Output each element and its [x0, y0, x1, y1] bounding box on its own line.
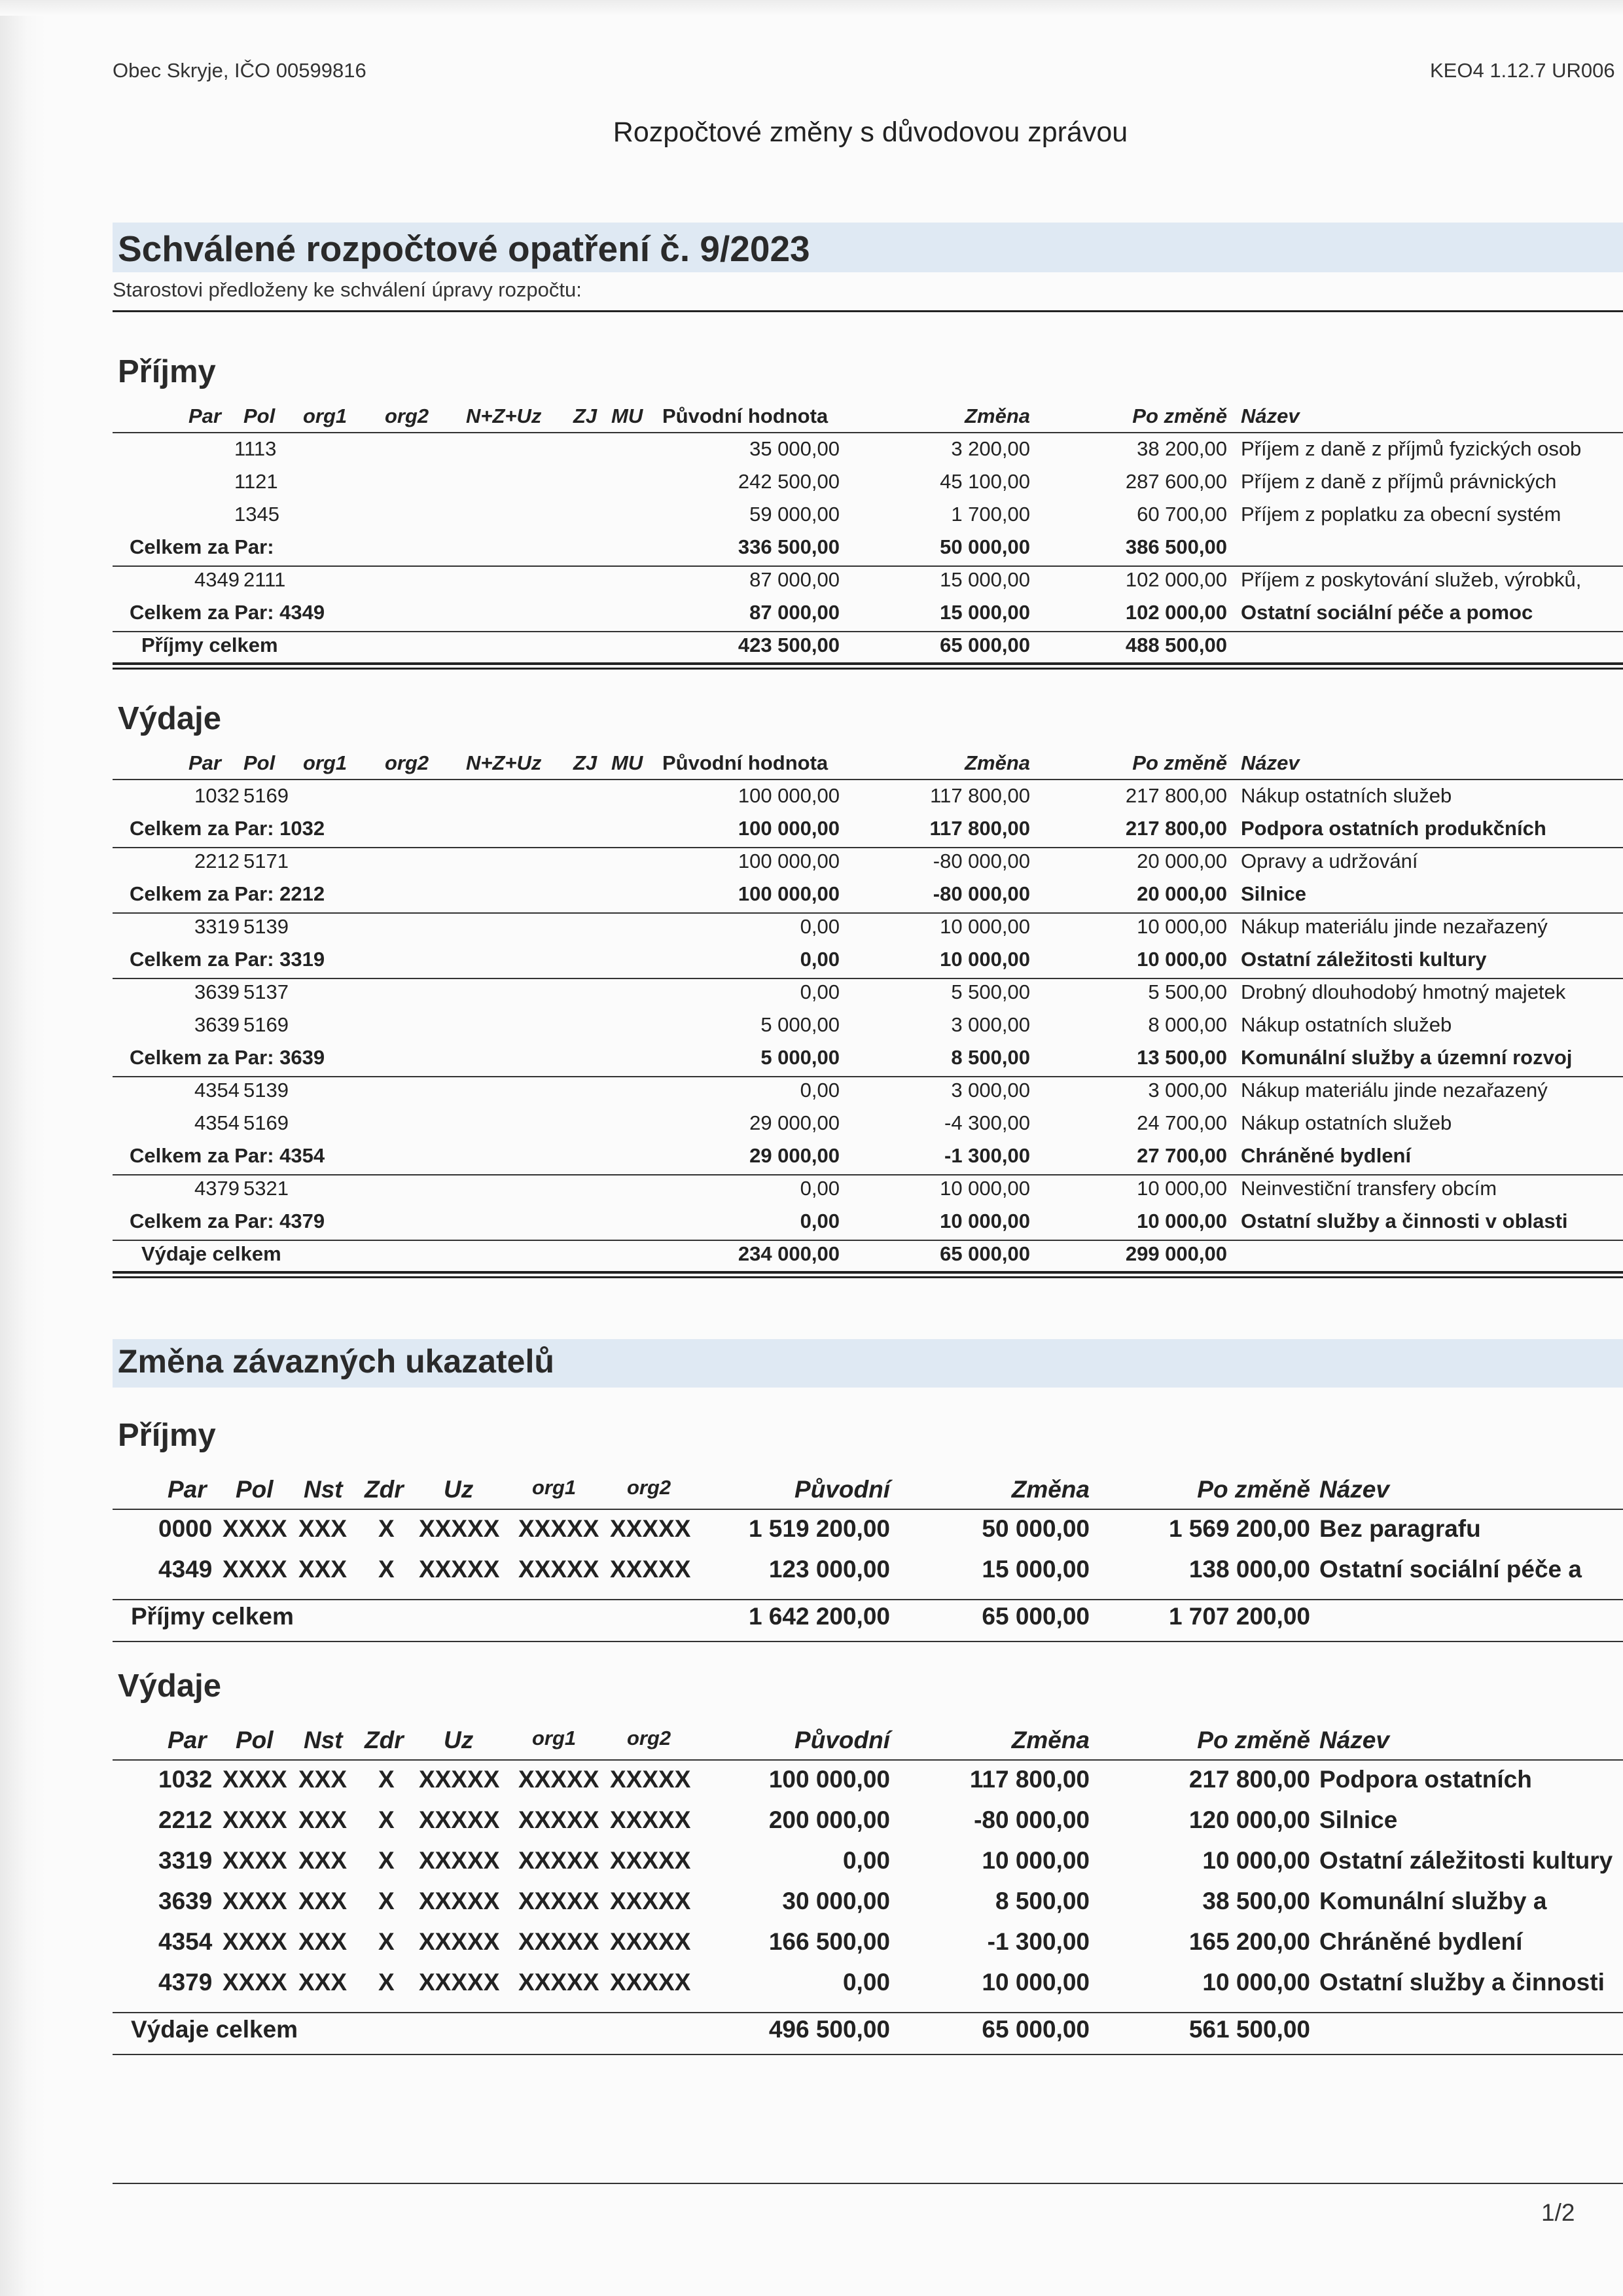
binding-col-uz: Uz [444, 1727, 474, 1753]
row-change: 117 800,00 [930, 784, 1030, 807]
row-after: 13 500,00 [1137, 1046, 1227, 1069]
row-pol: 5321 [243, 1177, 289, 1200]
binding-row-pol: XXXX [223, 1969, 287, 1996]
row-change: -4 300,00 [944, 1111, 1030, 1134]
row-after: 20 000,00 [1137, 882, 1227, 905]
grand-total-change: 65 000,00 [940, 634, 1030, 656]
row-original: 0,00 [800, 1210, 840, 1232]
binding-row-par: 4354 [158, 1928, 213, 1955]
binding-col-pol: Pol [236, 1727, 274, 1753]
row-pol: 5137 [243, 980, 289, 1003]
row-name: Drobný dlouhodobý hmotný majetek [1241, 980, 1566, 1003]
col-header-after: Po změně [1132, 751, 1227, 774]
binding-col-orig: Původní [794, 1727, 890, 1753]
binding-col-org1: org1 [532, 1476, 577, 1499]
row-original: 100 000,00 [738, 882, 840, 905]
row-after: 38 200,00 [1137, 437, 1227, 460]
binding-row-after: 38 500,00 [1202, 1888, 1310, 1914]
binding-row-after: 10 000,00 [1202, 1847, 1310, 1874]
row-pol: 1113 [234, 437, 277, 460]
subtotal-label: Celkem za Par: [130, 535, 274, 558]
row-after: 20 000,00 [1137, 850, 1227, 872]
row-pol: 2111 [243, 568, 286, 591]
grand-total-after: 488 500,00 [1125, 634, 1227, 656]
row-change: -80 000,00 [933, 850, 1030, 872]
table-rule [113, 1076, 1623, 1077]
binding-row-name: Silnice [1319, 1806, 1398, 1833]
binding-col-zdr: Zdr [365, 1727, 404, 1753]
row-change: 5 500,00 [951, 980, 1030, 1003]
binding-row-par: 3639 [158, 1888, 213, 1914]
binding-row-zdr: X [378, 1806, 395, 1833]
row-change: -1 300,00 [944, 1144, 1030, 1167]
table-rule [113, 847, 1623, 848]
binding-row-after: 10 000,00 [1202, 1969, 1310, 1996]
binding-row-name: Podpora ostatních [1319, 1766, 1532, 1793]
binding-row-change: -1 300,00 [987, 1928, 1090, 1955]
col-header-orig: Původní hodnota [662, 751, 829, 774]
binding-row-original: 0,00 [842, 1847, 890, 1874]
row-name: Neinvestiční transfery obcím [1241, 1177, 1497, 1200]
row-name: Příjem z poplatku za obecní systém [1241, 503, 1561, 526]
measure-title: Schválené rozpočtové opatření č. 9/2023 [118, 228, 810, 269]
binding-row-change: -80 000,00 [974, 1806, 1090, 1833]
row-par: 3639 [194, 980, 240, 1003]
document-title: Rozpočtové změny s důvodovou zprávou [613, 117, 1128, 148]
col-header-org1: org1 [303, 404, 348, 427]
table-rule [113, 668, 1623, 670]
binding-row-after: 120 000,00 [1188, 1806, 1310, 1833]
binding-row-after: 1 569 200,00 [1168, 1515, 1310, 1542]
row-par: 4379 [194, 1177, 240, 1200]
grand-total-after: 299 000,00 [1125, 1242, 1227, 1265]
binding-row-name: Ostatní služby a činnosti [1319, 1969, 1605, 1996]
binding-row-pol: XXXX [223, 1806, 287, 1833]
section-title-income: Příjmy [118, 354, 216, 389]
binding-row-nst: XXX [298, 1766, 348, 1793]
binding-row-org1: XXXXX [518, 1888, 599, 1914]
row-change: 50 000,00 [940, 535, 1030, 558]
subtotal-label: Celkem za Par: 4349 [130, 601, 325, 624]
footer-rule [113, 2183, 1623, 2184]
col-header-par: Par [188, 751, 221, 774]
row-after: 60 700,00 [1137, 503, 1227, 526]
binding-col-name: Název [1319, 1476, 1389, 1503]
binding-col-nst: Nst [304, 1476, 343, 1503]
row-par: 3639 [194, 1013, 240, 1036]
binding-row-pol: XXXX [223, 1847, 287, 1874]
subtotal-label: Celkem za Par: 2212 [130, 882, 325, 905]
binding-row-org2: XXXXX [610, 1515, 691, 1542]
binding-row-par: 4379 [158, 1969, 213, 1996]
binding-col-org2: org2 [627, 1476, 671, 1499]
row-change: -80 000,00 [933, 882, 1030, 905]
col-header-mu: MU [611, 751, 643, 774]
binding-col-chg: Změna [1011, 1476, 1090, 1503]
binding-row-pol: XXXX [223, 1928, 287, 1955]
binding-row-org1: XXXXX [518, 1847, 599, 1874]
binding-row-original: 0,00 [842, 1969, 890, 1996]
col-header-after: Po změně [1132, 404, 1227, 427]
row-change: 10 000,00 [940, 1210, 1030, 1232]
binding-row-par: 2212 [158, 1806, 213, 1833]
row-name: Ostatní záležitosti kultury [1241, 948, 1487, 971]
row-original: 87 000,00 [749, 568, 840, 591]
row-change: 10 000,00 [940, 948, 1030, 971]
row-name: Silnice [1241, 882, 1306, 905]
binding-row-nst: XXX [298, 1847, 348, 1874]
row-name: Podpora ostatních produkčních [1241, 817, 1546, 840]
row-change: 15 000,00 [940, 568, 1030, 591]
col-header-org1: org1 [303, 751, 348, 774]
binding-row-name: Komunální služby a [1319, 1888, 1547, 1914]
row-name: Příjem z daně z příjmů fyzických osob [1241, 437, 1582, 460]
binding-row-org2: XXXXX [610, 1969, 691, 1996]
binding-row-change: 15 000,00 [982, 1556, 1090, 1583]
col-header-org2: org2 [385, 751, 429, 774]
row-original: 100 000,00 [738, 784, 840, 807]
binding-row-uz: XXXXX [419, 1556, 500, 1583]
binding-row-zdr: X [378, 1928, 395, 1955]
page-number: 1/2 [1541, 2199, 1575, 2226]
binding-col-chg: Změna [1011, 1727, 1090, 1753]
binding-row-after: 165 200,00 [1188, 1928, 1310, 1955]
row-name: Opravy a udržování [1241, 850, 1418, 872]
binding-row-org1: XXXXX [518, 1928, 599, 1955]
row-original: 0,00 [800, 1177, 840, 1200]
col-header-pol: Pol [243, 751, 276, 774]
row-original: 87 000,00 [749, 601, 840, 624]
binding-row-nst: XXX [298, 1888, 348, 1914]
table-rule [113, 631, 1623, 632]
binding-row-nst: XXX [298, 1928, 348, 1955]
row-name: Nákup ostatních služeb [1241, 784, 1452, 807]
row-pol: 5139 [243, 1079, 289, 1102]
row-name: Nákup materiálu jinde nezařazený [1241, 1079, 1548, 1102]
binding-row-after: 138 000,00 [1188, 1556, 1310, 1583]
col-header-nzuz: N+Z+Uz [466, 404, 542, 427]
binding-row-zdr: X [378, 1556, 395, 1583]
binding-row-org2: XXXXX [610, 1556, 691, 1583]
binding-row-org2: XXXXX [610, 1847, 691, 1874]
row-after: 287 600,00 [1125, 470, 1227, 493]
grand-total-original: 423 500,00 [738, 634, 840, 656]
binding-row-zdr: X [378, 1847, 395, 1874]
binding-row-change: 10 000,00 [982, 1969, 1090, 1996]
table-rule [113, 2054, 1623, 2055]
binding-col-orig: Původní [794, 1476, 890, 1503]
table-rule [113, 432, 1623, 433]
row-pol: 5139 [243, 915, 289, 938]
row-after: 3 000,00 [1148, 1079, 1227, 1102]
binding-row-org2: XXXXX [610, 1928, 691, 1955]
binding-row-org2: XXXXX [610, 1806, 691, 1833]
subtotal-label: Celkem za Par: 3319 [130, 948, 325, 971]
row-pol: 5171 [243, 850, 289, 872]
binding-row-uz: XXXXX [419, 1806, 500, 1833]
table-rule [113, 1509, 1623, 1510]
binding-row-zdr: X [378, 1766, 395, 1793]
table-rule [113, 662, 1623, 665]
section-rule [113, 310, 1623, 312]
binding-row-change: 8 500,00 [995, 1888, 1090, 1914]
row-original: 0,00 [800, 948, 840, 971]
row-change: 3 000,00 [951, 1079, 1030, 1102]
binding-row-original: 100 000,00 [768, 1766, 890, 1793]
row-par: 4354 [194, 1111, 240, 1134]
col-header-pol: Pol [243, 404, 276, 427]
row-name: Ostatní sociální péče a pomoc [1241, 601, 1533, 624]
binding-row-org1: XXXXX [518, 1969, 599, 1996]
binding-row-pol: XXXX [223, 1556, 287, 1583]
binding-row-change: 10 000,00 [982, 1847, 1090, 1874]
binding-col-after: Po změně [1197, 1727, 1310, 1753]
row-name: Chráněné bydlení [1241, 1144, 1412, 1167]
binding-col-uz: Uz [444, 1476, 474, 1503]
binding-row-org1: XXXXX [518, 1515, 599, 1542]
row-name: Nákup ostatních služeb [1241, 1111, 1452, 1134]
row-change: 3 000,00 [951, 1013, 1030, 1036]
binding-row-zdr: X [378, 1888, 395, 1914]
row-original: 100 000,00 [738, 850, 840, 872]
row-name: Příjem z poskytování služeb, výrobků, [1241, 568, 1582, 591]
row-original: 5 000,00 [760, 1013, 840, 1036]
row-after: 102 000,00 [1125, 601, 1227, 624]
row-original: 29 000,00 [749, 1144, 840, 1167]
row-change: 117 800,00 [929, 817, 1030, 840]
version-header: KEO4 1.12.7 UR006 [1430, 59, 1615, 82]
binding-col-par: Par [168, 1727, 207, 1753]
binding-row-name: Bez paragrafu [1319, 1515, 1481, 1542]
row-pol: 5169 [243, 1013, 289, 1036]
table-rule [113, 1759, 1623, 1761]
binding-row-original: 30 000,00 [782, 1888, 890, 1914]
col-header-name: Název [1241, 404, 1300, 427]
binding-row-pol: XXXX [223, 1515, 287, 1542]
binding-total-original: 496 500,00 [768, 2016, 890, 2043]
binding-total-after: 1 707 200,00 [1168, 1603, 1310, 1630]
binding-row-org1: XXXXX [518, 1806, 599, 1833]
binding-row-name: Ostatní sociální péče a [1319, 1556, 1582, 1583]
col-header-mu: MU [611, 404, 643, 427]
row-original: 5 000,00 [760, 1046, 840, 1069]
col-header-zj: ZJ [573, 751, 597, 774]
binding-total-change: 65 000,00 [982, 1603, 1090, 1630]
row-change: 3 200,00 [951, 437, 1030, 460]
col-header-name: Název [1241, 751, 1300, 774]
row-original: 0,00 [800, 915, 840, 938]
row-pol: 5169 [243, 784, 289, 807]
row-original: 100 000,00 [738, 817, 840, 840]
binding-row-uz: XXXXX [419, 1888, 500, 1914]
col-header-nzuz: N+Z+Uz [466, 751, 542, 774]
row-after: 386 500,00 [1125, 535, 1227, 558]
table-rule [113, 1641, 1623, 1642]
binding-row-after: 217 800,00 [1188, 1766, 1310, 1793]
binding-row-nst: XXX [298, 1515, 348, 1542]
binding-row-name: Ostatní záležitosti kultury [1319, 1847, 1613, 1874]
binding-row-uz: XXXXX [419, 1969, 500, 1996]
binding-row-uz: XXXXX [419, 1928, 500, 1955]
row-par: 2212 [194, 850, 240, 872]
row-name: Nákup materiálu jinde nezařazený [1241, 915, 1548, 938]
row-name: Komunální služby a územní rozvoj [1241, 1046, 1573, 1069]
binding-row-uz: XXXXX [419, 1766, 500, 1793]
binding-row-change: 50 000,00 [982, 1515, 1090, 1542]
row-original: 0,00 [800, 980, 840, 1003]
binding-col-name: Název [1319, 1727, 1389, 1753]
table-rule [113, 2012, 1623, 2013]
table-rule [113, 1240, 1623, 1241]
row-original: 336 500,00 [738, 535, 840, 558]
row-after: 10 000,00 [1137, 915, 1227, 938]
binding-col-par: Par [168, 1476, 207, 1503]
binding-col-org1: org1 [532, 1727, 577, 1749]
table-rule [113, 1599, 1623, 1600]
row-after: 10 000,00 [1137, 1210, 1227, 1232]
row-change: 1 700,00 [951, 503, 1030, 526]
row-name: Nákup ostatních služeb [1241, 1013, 1452, 1036]
grand-total-label: Výdaje celkem [141, 1242, 281, 1265]
binding-row-nst: XXX [298, 1556, 348, 1583]
table-rule [113, 1276, 1623, 1278]
binding-row-nst: XXX [298, 1969, 348, 1996]
table-rule [113, 912, 1623, 914]
binding-col-after: Po změně [1197, 1476, 1310, 1503]
row-par: 3319 [194, 915, 240, 938]
table-rule [113, 1174, 1623, 1175]
binding-section-expense: Výdaje [118, 1668, 221, 1704]
binding-row-uz: XXXXX [419, 1515, 500, 1542]
col-header-zj: ZJ [573, 404, 597, 427]
row-par: 1032 [194, 784, 240, 807]
scan-top-shadow [0, 0, 1623, 16]
row-name: Příjem z daně z příjmů právnických [1241, 470, 1557, 493]
row-par: 4354 [194, 1079, 240, 1102]
binding-col-nst: Nst [304, 1727, 343, 1753]
row-pol: 5169 [243, 1111, 289, 1134]
grand-total-label: Příjmy celkem [141, 634, 278, 656]
subtotal-label: Celkem za Par: 3639 [130, 1046, 325, 1069]
section-title-expense: Výdaje [118, 701, 221, 736]
binding-row-original: 166 500,00 [768, 1928, 890, 1955]
row-change: 15 000,00 [940, 601, 1030, 624]
row-original: 35 000,00 [749, 437, 840, 460]
row-after: 10 000,00 [1137, 1177, 1227, 1200]
table-rule [113, 978, 1623, 979]
binding-total-after: 561 500,00 [1188, 2016, 1310, 2043]
row-change: 10 000,00 [940, 1177, 1030, 1200]
col-header-chg: Změna [965, 404, 1030, 427]
binding-total-label: Příjmy celkem [131, 1603, 294, 1630]
row-original: 59 000,00 [749, 503, 840, 526]
binding-row-pol: XXXX [223, 1766, 287, 1793]
table-rule [113, 565, 1623, 567]
row-change: 8 500,00 [951, 1046, 1030, 1069]
binding-row-org1: XXXXX [518, 1556, 599, 1583]
subtotal-label: Celkem za Par: 1032 [130, 817, 325, 840]
row-par: 4349 [194, 568, 240, 591]
grand-total-change: 65 000,00 [940, 1242, 1030, 1265]
binding-total-change: 65 000,00 [982, 2016, 1090, 2043]
binding-row-org1: XXXXX [518, 1766, 599, 1793]
binding-row-original: 1 519 200,00 [748, 1515, 890, 1542]
table-rule [113, 779, 1623, 780]
row-original: 0,00 [800, 1079, 840, 1102]
row-after: 102 000,00 [1125, 568, 1227, 591]
binding-row-nst: XXX [298, 1806, 348, 1833]
row-after: 217 800,00 [1125, 784, 1227, 807]
row-change: 10 000,00 [940, 915, 1030, 938]
binding-row-zdr: X [378, 1969, 395, 1996]
table-rule [113, 1271, 1623, 1274]
binding-col-zdr: Zdr [365, 1476, 404, 1503]
binding-total-original: 1 642 200,00 [748, 1603, 890, 1630]
binding-row-par: 4349 [158, 1556, 213, 1583]
binding-title: Změna závazných ukazatelů [118, 1343, 554, 1380]
row-name: Ostatní služby a činnosti v oblasti [1241, 1210, 1568, 1232]
binding-row-uz: XXXXX [419, 1847, 500, 1874]
subtotal-label: Celkem za Par: 4354 [130, 1144, 325, 1167]
row-pol: 1121 [234, 470, 278, 493]
binding-section-income: Příjmy [118, 1418, 216, 1453]
row-after: 217 800,00 [1125, 817, 1227, 840]
col-header-par: Par [188, 404, 221, 427]
scan-edge-shadow [0, 0, 46, 2296]
binding-row-org2: XXXXX [610, 1766, 691, 1793]
row-original: 242 500,00 [738, 470, 840, 493]
row-after: 10 000,00 [1137, 948, 1227, 971]
binding-row-org2: XXXXX [610, 1888, 691, 1914]
subtotal-label: Celkem za Par: 4379 [130, 1210, 325, 1232]
binding-row-zdr: X [378, 1515, 395, 1542]
col-header-org2: org2 [385, 404, 429, 427]
row-change: 45 100,00 [940, 470, 1030, 493]
row-original: 29 000,00 [749, 1111, 840, 1134]
col-header-orig: Původní hodnota [662, 404, 829, 427]
binding-row-change: 117 800,00 [969, 1766, 1090, 1793]
row-after: 27 700,00 [1137, 1144, 1227, 1167]
binding-row-original: 123 000,00 [768, 1556, 890, 1583]
binding-row-par: 3319 [158, 1847, 213, 1874]
org-header: Obec Skryje, IČO 00599816 [113, 59, 366, 82]
measure-subtitle: Starostovi předloženy ke schválení úpravy rozpočtu: [113, 278, 582, 301]
binding-col-pol: Pol [236, 1476, 274, 1503]
row-after: 24 700,00 [1137, 1111, 1227, 1134]
binding-total-label: Výdaje celkem [131, 2016, 298, 2043]
row-after: 5 500,00 [1148, 980, 1227, 1003]
binding-row-par: 0000 [158, 1515, 213, 1542]
binding-row-original: 200 000,00 [768, 1806, 890, 1833]
binding-row-pol: XXXX [223, 1888, 287, 1914]
binding-row-par: 1032 [158, 1766, 213, 1793]
grand-total-original: 234 000,00 [738, 1242, 840, 1265]
row-pol: 1345 [234, 503, 279, 526]
col-header-chg: Změna [965, 751, 1030, 774]
binding-col-org2: org2 [627, 1727, 671, 1749]
binding-row-name: Chráněné bydlení [1319, 1928, 1523, 1955]
row-after: 8 000,00 [1148, 1013, 1227, 1036]
